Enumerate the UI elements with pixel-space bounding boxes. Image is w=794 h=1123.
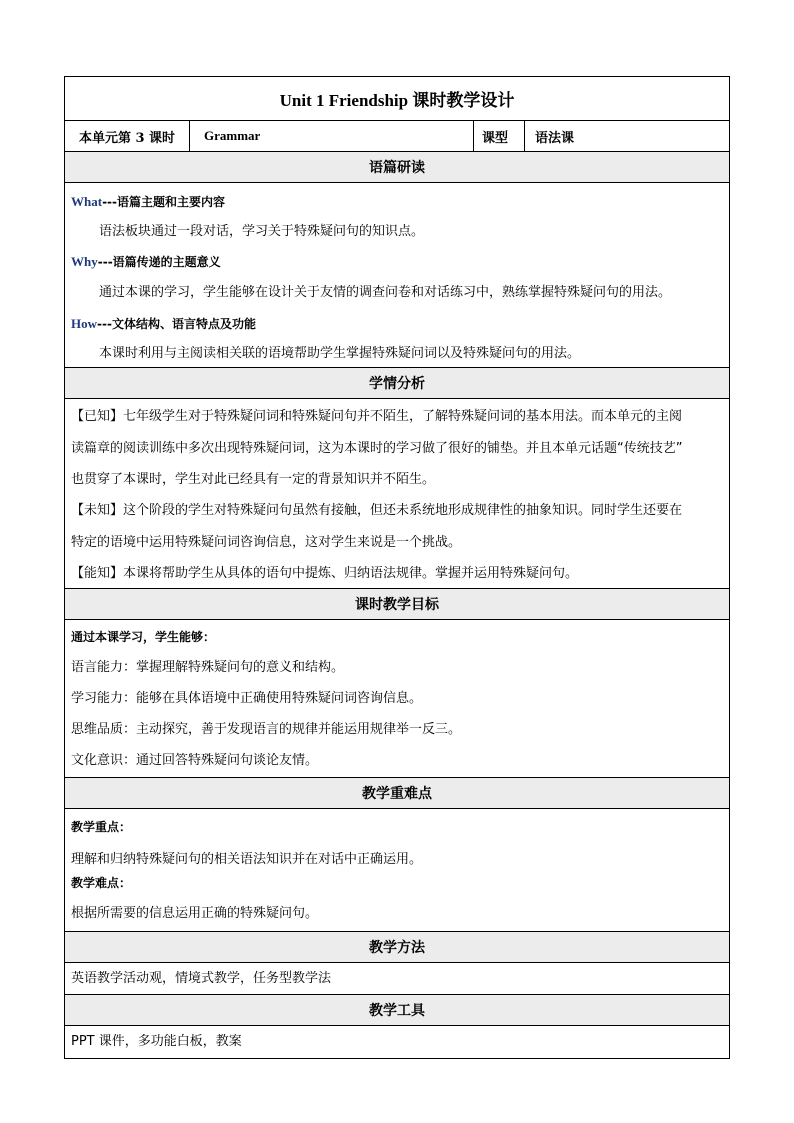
unknown-line-2: 特定的语境中运用特殊疑问词咨询信息，这对学生来说是一个挑战。 [71, 535, 462, 550]
lesson-name: Grammar [190, 121, 474, 151]
lesson-info-row [65, 121, 729, 152]
section-heading-tools: 教学工具 [65, 995, 729, 1026]
text-study-content [65, 183, 729, 368]
difficulty-text: 根据所需要的信息运用正确的特殊疑问句。 [71, 906, 319, 921]
why-label: Why---语篇传递的主题意义 [71, 254, 221, 269]
tools-text: PPT 课件，多功能白板，教案 [71, 1034, 242, 1049]
section-heading-objectives: 课时教学目标 [65, 589, 729, 620]
section-heading-methods: 教学方法 [65, 932, 729, 963]
why-text: 通过本课的学习，学生能够在设计关于友情的调查问卷和对话练习中，熟练掌握特殊疑问句的用法。 [99, 285, 672, 300]
unknown-line-1: 【未知】这个阶段的学生对特殊疑问句虽然有接触，但还未系统地形成规律性的抽象知识。同时学生还要在 [71, 503, 683, 518]
focus-label: 教学重点： [71, 820, 132, 834]
objective-language: 语言能力：掌握理解特殊疑问句的意义和结构。 [71, 660, 345, 675]
key-points-content [65, 809, 729, 932]
section-heading-key-points: 教学重难点 [65, 778, 729, 809]
lesson-type-label: 课型 [474, 121, 525, 151]
what-label: What---语篇主题和主要内容 [71, 194, 226, 209]
how-label: How---文体结构、语言特点及功能 [71, 316, 256, 331]
known-line-3: 也贯穿了本课时，学生对此已经具有一定的背景知识并不陌生。 [71, 472, 436, 487]
objective-culture: 文化意识：通过回答特殊疑问句谈论友情。 [71, 753, 319, 768]
focus-text: 理解和归纳特殊疑问句的相关语法知识并在对话中正确运用。 [71, 852, 423, 867]
able-line: 【能知】本课将帮助学生从具体的语句中提炼、归纳语法规律。掌握并运用特殊疑问句。 [71, 566, 579, 581]
section-heading-learner-analysis: 学情分析 [65, 368, 729, 399]
learner-analysis-content [65, 399, 729, 589]
known-line-1: 【已知】七年级学生对于特殊疑问词和特殊疑问句并不陌生，了解特殊疑问词的基本用法。而本单元的主阅 [71, 409, 683, 424]
page-title: Unit 1 Friendship 课时教学设计 [65, 77, 729, 121]
objective-thinking: 思维品质：主动探究，善于发现语言的规律并能运用规律举一反三。 [71, 722, 462, 737]
section-heading-text-study: 语篇研读 [65, 152, 729, 183]
lesson-plan-table [64, 76, 730, 1059]
lesson-number-label: 本单元第 3 课时 [65, 121, 190, 151]
how-text: 本课时利用与主阅读相关联的语境帮助学生掌握特殊疑问词以及特殊疑问句的用法。 [99, 346, 581, 361]
methods-text: 英语教学活动观，情境式教学，任务型教学法 [65, 963, 729, 995]
objectives-content [65, 620, 729, 778]
lesson-type-value: 语法课 [535, 130, 575, 146]
known-line-2: 读篇章的阅读训练中多次出现特殊疑问词，这为本课时的学习做了很好的铺垫。并且本单元话题“传统技艺” [71, 441, 683, 456]
difficulty-label: 教学难点： [71, 876, 132, 890]
objective-learning: 学习能力：能够在具体语境中正确使用特殊疑问词咨询信息。 [71, 691, 423, 706]
what-text: 语法板块通过一段对话，学习关于特殊疑问句的知识点。 [99, 224, 425, 239]
objectives-intro: 通过本课学习，学生能够： [71, 630, 216, 644]
